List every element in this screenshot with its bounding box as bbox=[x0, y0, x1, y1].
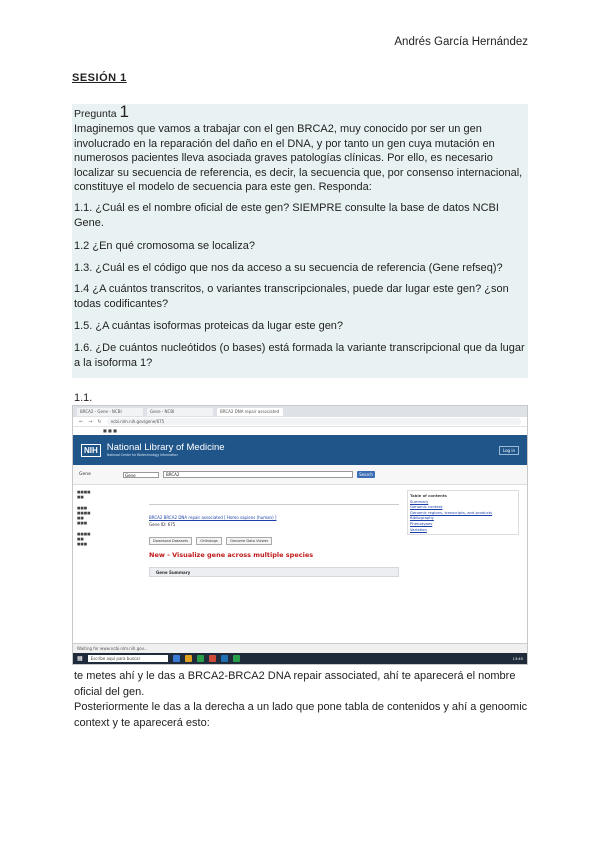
question-item: 1.1. ¿Cuál es el nombre oficial de este gen? SIEMPRE consulte la base de datos NCBI Gene. bbox=[74, 202, 499, 229]
toc-link[interactable]: Genomic regions, transcripts, and products bbox=[410, 509, 493, 515]
question-item: 1.2 ¿En qué cromosoma se localiza? bbox=[74, 240, 255, 252]
download-datasets-button[interactable]: Download Datasets bbox=[149, 537, 192, 545]
browser-screenshot bbox=[72, 405, 528, 665]
author-name: Andrés García Hernández bbox=[394, 36, 528, 48]
status-bar: Waiting for www.ncbi.nlm.nih.gov... bbox=[73, 643, 527, 653]
toc-title: Table of contents bbox=[410, 493, 447, 498]
app-icon[interactable] bbox=[221, 655, 228, 662]
taskbar-clock: 13:45 bbox=[512, 656, 523, 661]
bookmarks-bar: ■ ■ ■ bbox=[103, 428, 117, 433]
windows-taskbar bbox=[73, 653, 527, 664]
nih-logo[interactable]: NIH bbox=[81, 444, 101, 457]
nih-title: National Library of Medicine bbox=[106, 442, 225, 453]
answer-paragraph: te metes ahí y le das a BRCA2-BRCA2 DNA repair associated, ahí te aparecerá el nombre oficial del gen. bbox=[74, 670, 516, 698]
question-intro: Imaginemos que vamos a trabajar con el gen BRCA2, muy conocido por ser un gen involucrado en la reparación del daño en el DNA, y por tanto un gen cuya mutación en numerosos pacientes lleva asociada graves patologías clínicas. Por ello, es necesario localizar su secuencia de referencia, es decir, la secuencia que, por consenso internacional, constituye el modelo de secuencia para este gen. Responda: bbox=[74, 123, 523, 194]
gene-id: Gene ID: 675 bbox=[149, 522, 176, 527]
nih-subtitle: National Center for Biotechnology Information bbox=[106, 453, 178, 457]
gene-summary-bar[interactable]: Gene Summary bbox=[149, 567, 399, 577]
toc-link[interactable]: Summary bbox=[410, 498, 429, 504]
question-label: Pregunta bbox=[74, 108, 117, 120]
answer-paragraph: Posteriormente le das a la derecha a un lado que pone tabla de contenidos y ahí a genoomic context y te aparecerá esto: bbox=[74, 701, 528, 729]
taskbar-search[interactable]: Escribe aquí para buscar bbox=[88, 655, 168, 662]
back-arrow-icon[interactable]: ← bbox=[79, 418, 84, 425]
gene-result-link[interactable]: BRCA2 BRCA2 DNA repair associated [ Homo sapiens (human) ] bbox=[149, 515, 277, 520]
right-sidebar bbox=[407, 490, 519, 541]
app-icon[interactable] bbox=[173, 655, 180, 662]
address-bar bbox=[73, 417, 527, 427]
question-number: 1 bbox=[119, 102, 130, 121]
table-of-contents bbox=[407, 490, 519, 535]
genome-data-viewer-button[interactable]: Genome Data Viewer bbox=[226, 537, 272, 545]
toc-link[interactable]: Bibliography bbox=[410, 515, 434, 521]
left-sidebar: ■■■■ ■■ ■■■ ■■■■ ■■ ■■■ ■■■■ ■■ ■■■ bbox=[77, 490, 91, 547]
app-icon[interactable] bbox=[197, 655, 204, 662]
orthologs-button[interactable]: Orthologs bbox=[196, 537, 222, 545]
toc-link[interactable]: Genomic context bbox=[410, 504, 443, 510]
question-title bbox=[74, 102, 129, 122]
search-button[interactable]: Search bbox=[357, 471, 375, 478]
app-icon[interactable] bbox=[209, 655, 216, 662]
app-icon[interactable] bbox=[233, 655, 240, 662]
database-label: Gene bbox=[79, 472, 91, 477]
browser-tab[interactable]: Gene - NCBI bbox=[147, 408, 213, 416]
question-item: 1.3. ¿Cuál es el código que nos da acceso a su secuencia de referencia (Gene refseq)? bbox=[74, 262, 503, 274]
question-item: 1.4 ¿A cuántos transcritos, o variantes transcripcionales, puede dar lugar este gen? ¿son todas codificantes? bbox=[74, 283, 509, 310]
login-button[interactable]: Log in bbox=[499, 446, 519, 455]
new-visualize-link[interactable]: New - Visualize gene across multiple species bbox=[149, 551, 314, 559]
browser-tab-bar bbox=[73, 406, 527, 417]
reload-icon[interactable]: ↻ bbox=[97, 418, 102, 425]
app-icon[interactable] bbox=[185, 655, 192, 662]
answer-label: 1.1. bbox=[74, 392, 93, 404]
ncbi-content bbox=[73, 486, 527, 642]
browser-tab[interactable]: BRCA2 - Gene - NCBI bbox=[77, 408, 143, 416]
toc-link[interactable]: Variation bbox=[410, 526, 427, 532]
gene-action-buttons bbox=[149, 537, 399, 545]
gene-main bbox=[149, 490, 399, 577]
url-field[interactable]: ncbi.nlm.nih.gov/gene/675 bbox=[107, 418, 521, 425]
forward-arrow-icon[interactable]: → bbox=[88, 418, 93, 425]
question-item: 1.6. ¿De cuántos nucleótidos (o bases) está formada la variante transcripcional que da lugar a la isoforma 1? bbox=[74, 342, 525, 369]
toc-link[interactable]: Phenotypes bbox=[410, 520, 433, 526]
database-select[interactable]: Gene bbox=[123, 472, 159, 478]
windows-start-icon[interactable]: ▦ bbox=[77, 655, 83, 662]
search-input[interactable]: BRCA2 bbox=[163, 471, 353, 478]
browser-tab[interactable]: BRCA2 DNA repair associated bbox=[217, 408, 283, 416]
ncbi-search-row bbox=[73, 465, 527, 485]
nih-header bbox=[73, 435, 527, 465]
session-title: SESIÓN 1 bbox=[72, 72, 127, 84]
question-item: 1.5. ¿A cuántas isoformas proteicas da lugar este gen? bbox=[74, 320, 344, 332]
